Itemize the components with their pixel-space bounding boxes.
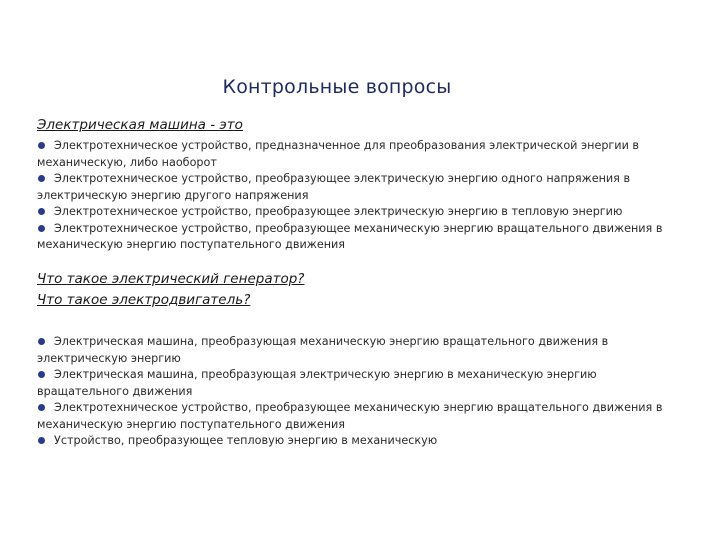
answer-option-text: Электротехническое устройство, преобразующее электрическую энергию одного напряжения в электрическую энергию другого напряжения: [37, 172, 631, 202]
answer-option-text: Электрическая машина, преобразующая электрическую энергию в механическую энергию вращательного движения: [37, 368, 597, 398]
answer-option[interactable]: [37, 221, 677, 254]
answer-options-1: [37, 138, 677, 254]
bullet-icon: [38, 404, 45, 411]
answer-option-text: Электротехническое устройство, преобразующее электрическую энергию в тепловую энергию: [54, 205, 623, 218]
answer-option[interactable]: [37, 171, 677, 204]
question-electric-machine: Электрическая машина - это: [37, 117, 243, 133]
answer-option-text: Устройство, преобразующее тепловую энергию в механическую: [54, 434, 438, 447]
question-motor: Что такое электродвигатель?: [37, 292, 251, 308]
bullet-icon: [38, 371, 45, 378]
answer-option[interactable]: [37, 367, 677, 400]
answer-option[interactable]: [37, 334, 677, 367]
question-generator: Что такое электрический генератор?: [37, 271, 305, 287]
page-title: Контрольные вопросы: [222, 76, 452, 98]
bullet-icon: [38, 175, 45, 182]
answer-option[interactable]: [37, 204, 677, 221]
answer-option[interactable]: [37, 433, 677, 450]
bullet-icon: [38, 208, 45, 215]
answer-option-text: Электротехническое устройство, преобразующее механическую энергию вращательного движения в механическую энергию поступательного движения: [37, 221, 663, 251]
bullet-icon: [38, 338, 45, 345]
bullet-icon: [38, 142, 45, 149]
bullet-icon: [38, 225, 45, 232]
answer-option-text: Электрическая машина, преобразующая механическую энергию вращательного движения в электрическую энергию: [37, 335, 609, 365]
answer-option-text: Электротехническое устройство, преобразующее механическую энергию вращательного движения в механическую энергию поступательного движения: [37, 401, 663, 431]
answer-option[interactable]: [37, 400, 677, 433]
bullet-icon: [38, 437, 45, 444]
answer-option[interactable]: [37, 138, 677, 171]
answer-options-2: [37, 334, 677, 450]
answer-option-text: Электротехническое устройство, предназначенное для преобразования электрической энергии в механическую, либо наоборот: [37, 139, 639, 169]
